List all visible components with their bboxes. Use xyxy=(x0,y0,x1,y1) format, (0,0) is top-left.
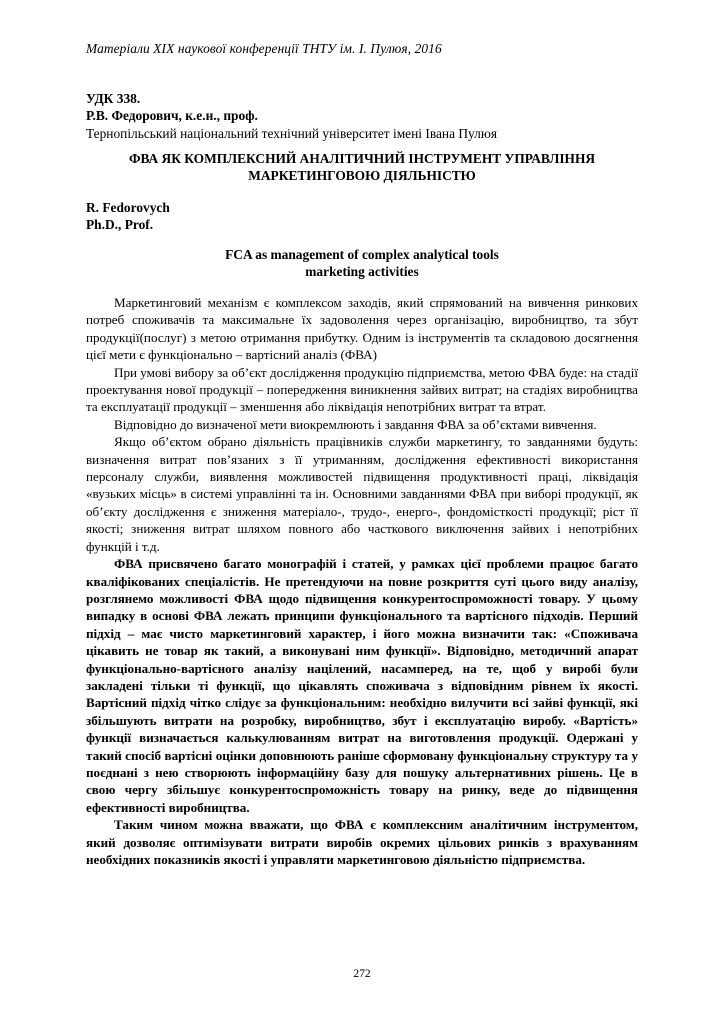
english-author-name: R. Fedorovych xyxy=(86,200,170,215)
paragraph-6: Таким чином можна вважати, що ФВА є комплексним аналітичним інструментом, який дозволяє оптимізувати витрати виробів окремих цільових ринків з врахуванням необхідних показників якості і управляти маркетинговою діяльністю підприємства. xyxy=(86,817,638,867)
english-author-degree: Ph.D., Prof. xyxy=(86,217,154,233)
english-title xyxy=(86,246,638,280)
article-meta xyxy=(86,90,497,142)
paragraph-4: Якщо об’єктом обрано діяльність працівників служби маркетингу, то завданнями будуть: визначення витрат пов’язаних з її утриманням, дослідження ефективності використання персоналу служби, виявлення можливостей підвищення продуктивності праці, ліквідація «вузьких місць» в системі управлінні та ін. Основними завданнями ФВА при виборі продукції, як об’єкту дослідження є зниження матеріало-, трудо-, енерго-, фондомісткості продукції; ріст її якості; зниження витрат шляхом повного або часткового виключення зайвих і непотрібних функцій і т.д. xyxy=(86,434,638,554)
article-title xyxy=(86,150,638,184)
affiliation: Тернопільський національний технічний університет імені Івана Пулюя xyxy=(86,125,497,141)
english-title-line-2: marketing activities xyxy=(305,264,419,279)
page-number: 272 xyxy=(353,968,371,980)
author-line: Р.В. Федорович, к.е.н., проф. xyxy=(86,108,258,124)
paragraph-1: Маркетинговий механізм є комплексом заходів, який спрямований на вивчення ринкових потреб споживачів та максимальне їх задоволення через організацію, виробництво, та збут продукції(послуг) з метою отримання прибутку. Одним із інструментів та складовою досягнення цієї мети є функціонально – вартісний аналіз (ФВА) xyxy=(86,295,638,363)
udk-code: УДК 338. xyxy=(86,91,141,106)
paragraph-5: ФВА присвячено багато монографій і статей, у рамках цієї проблеми працює багато кваліфікованих спеціалістів. Не претендуючи на повне розкриття суті цього виду аналізу, розглянемо можливості ФВА щодо підвищення конкурентоспроможності товару. У цьому випадку в основі ФВА лежать принципи функціонального та вартісного підходів. Перший підхід – має чисто маркетинговий характер, і його можна визначити так: «Споживача цікавить не товар як такий, а виконувані ним функції». Відповідно, методичний апарат функціонально-вартісного аналізу націлений, насамперед, на те, щоб у виробі були закладені тільки ті функції, що цікавлять споживача з відповідним рівнем їх якості. Вартісний підхід чітко слідує за функціональним: необхідно вилучити всі зайві функції, які збільшують витрати на розробку, виробництво, збут і експлуатацію виробу. «Вартість» функції визначається калькулюванням витрат на виготовлення продукції. Одержані у такий спосіб вартісні оцінки доповнюють раніше сформовану функціональну структуру та у поєднані з нею створюють інформаційну базу для пошуку альтернативних рішень. Це в свою чергу збільшує конкурентоспроможність товару на ринку, веде до підвищення ефективності виробництва. xyxy=(86,556,638,815)
article-title-line-1: ФВА ЯК КОМПЛЕКСНИЙ АНАЛІТИЧНИЙ ІНСТРУМЕНТ УПРАВЛІННЯ xyxy=(128,151,596,166)
english-title-line-1: FCA as management of complex analytical tools xyxy=(225,247,499,262)
article-body xyxy=(86,294,638,868)
article-title-line-2: МАРКЕТИНГОВОЮ ДІЯЛЬНІСТЮ xyxy=(248,168,476,183)
english-author xyxy=(86,199,170,234)
paragraph-3: Відповідно до визначеної мети виокремлюють і завдання ФВА за об’єктами вивчення. xyxy=(114,416,597,432)
paragraph-2: При умові вибору за об’єкт дослідження продукцію підприємства, метою ФВА буде: на стадії проектування нової продукції – попередження виникнення зайвих витрат; на стадіях виробництва та експлуатації продукції – зменшення або ліквідація непотрібних витрат та втрат. xyxy=(86,364,638,415)
running-header: Матеріали XIX наукової конференції ТНТУ ім. І. Пулюя, 2016 xyxy=(86,41,442,56)
